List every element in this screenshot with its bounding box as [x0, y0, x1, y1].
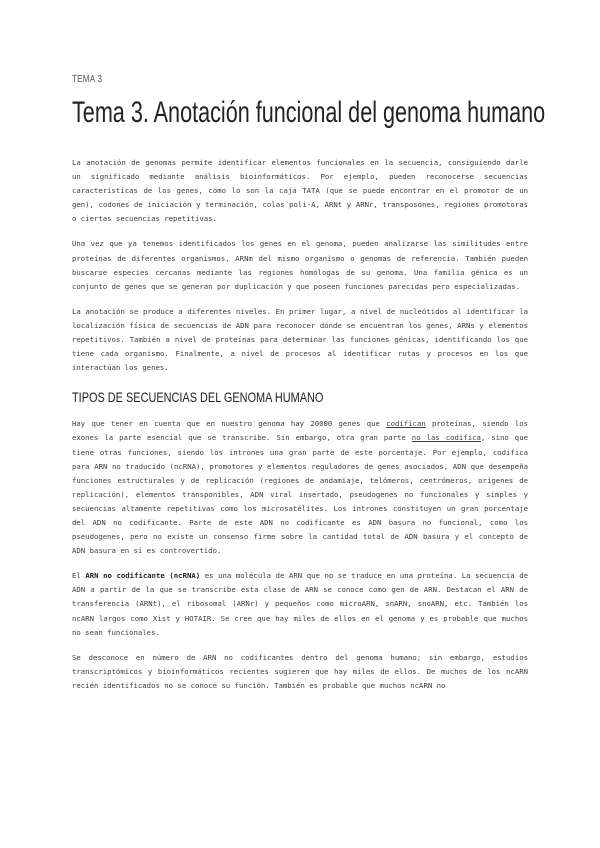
document-body — [72, 156, 528, 704]
text-run: es una molécula de ARN que no se traduce en una proteína. La secuencia de ADN a partir de la que se transcribe esta clase de ARN se conoce como gen de ARN. Destacan el ARN de transferencia (ARNt), el ribosomal (ARNr) y pequeños como microARN, snARN, snoARN, etc. También los ncARN largos como Xist y HOTAIR. Se cree que hay miles de ellos en el genoma y es probable que muchos no sean funcionales. — [72, 571, 528, 637]
text-run: Hay que tener en cuenta que en nuestro genoma hay 20000 genes que — [72, 419, 387, 429]
section-paragraph-1 — [72, 417, 528, 558]
text-run: El — [72, 571, 86, 581]
section-paragraph-3: Se desconoce en número de ARN no codificantes dentro del genoma humano; sin embargo, estudios transcriptómicos y bioinformáticos recientes sugieren que hay miles de ellos. De muchos de los ncARN recién identificados no se conoce su función. También es probable que muchos ncARN no — [72, 652, 528, 690]
section-heading: TIPOS DE SECUENCIAS DEL GENOMA HUMANO — [72, 389, 324, 406]
section-paragraph-2 — [72, 569, 528, 639]
underlined-term: no las codifica — [411, 433, 481, 443]
text-run: proteínas, siendo los exones la parte esencial que se transcribe. Sin embargo, otra gran parte — [72, 419, 528, 443]
underlined-term: codifican — [386, 419, 426, 429]
text-run: , sino que tiene otras funciones, siendo los intrones una gran parte de este porcentaje. Por ejemplo, codifica para ARN no traducido (ncRNA), promotores y elementos reguladores de genes asociados, ADN que desempeña funciones estructurales y de replicación (regiones de andamiaje, telómeros, centrómeros, orígenes de replicación), elementos transponibles, ADN viral insertado, pseudogenes no funcionales y simples y secuencias altamente repetitivas como los microsatélites. Los intrones constituyen un gran porcentaje del ADN no codificante. Parte de este ADN no codificante es ADN basura no funcional, como los pseudogenes, pero no existe un consenso firme sobre la cantidad total de ADN basura y el concepto de ADN basura en sí es controvertido. — [72, 433, 528, 556]
page-title: Tema 3. Anotación funcional del genoma humano — [72, 96, 546, 129]
intro-paragraph-2: Una vez que ya tenemos identificados los genes en el genoma, pueden analizarse las similitudes entre proteínas de diferentes organismos, ARNm del mismo organismo o genomas de referencia. También pueden buscarse especies cercanas mediante las regiones homólogas de su genoma. Una familia génica es un conjunto de genes que se generan por duplicación y que poseen funciones parecidas pero especializadas. — [72, 239, 528, 291]
intro-paragraph-3: La anotación se produce a diferentes niveles. En primer lugar, a nivel de nucleótidos al identificar la localización física de secuencias de ADN para reconocer dónde se encuentran los genes, ARNs y elementos repetitivos. También a nivel de proteínas para determinar las funciones génicas, identificando los que tiene cada organismo. Finalmente, a nivel de procesos al identificar rutas y procesos en los que interactúan los genes. — [72, 306, 528, 373]
intro-paragraph-1: La anotación de genomas permite identificar elementos funcionales en la secuencia, consiguiendo darle un significado mediante análisis bioinformáticos. Por ejemplo, pueden reconocerse secuencias características de los genes, como lo son la caja TATA (que se puede encontrar en el promotor de un gen), codones de iniciación y terminación, colas poli-A, ARNt y ARNr, transposones, regiones promotoras o ciertas secuencias repetitivas. — [72, 158, 528, 224]
chapter-label: TEMA 3 — [72, 74, 103, 85]
bold-term: ARN no codificante (ncRNA) — [85, 571, 201, 581]
